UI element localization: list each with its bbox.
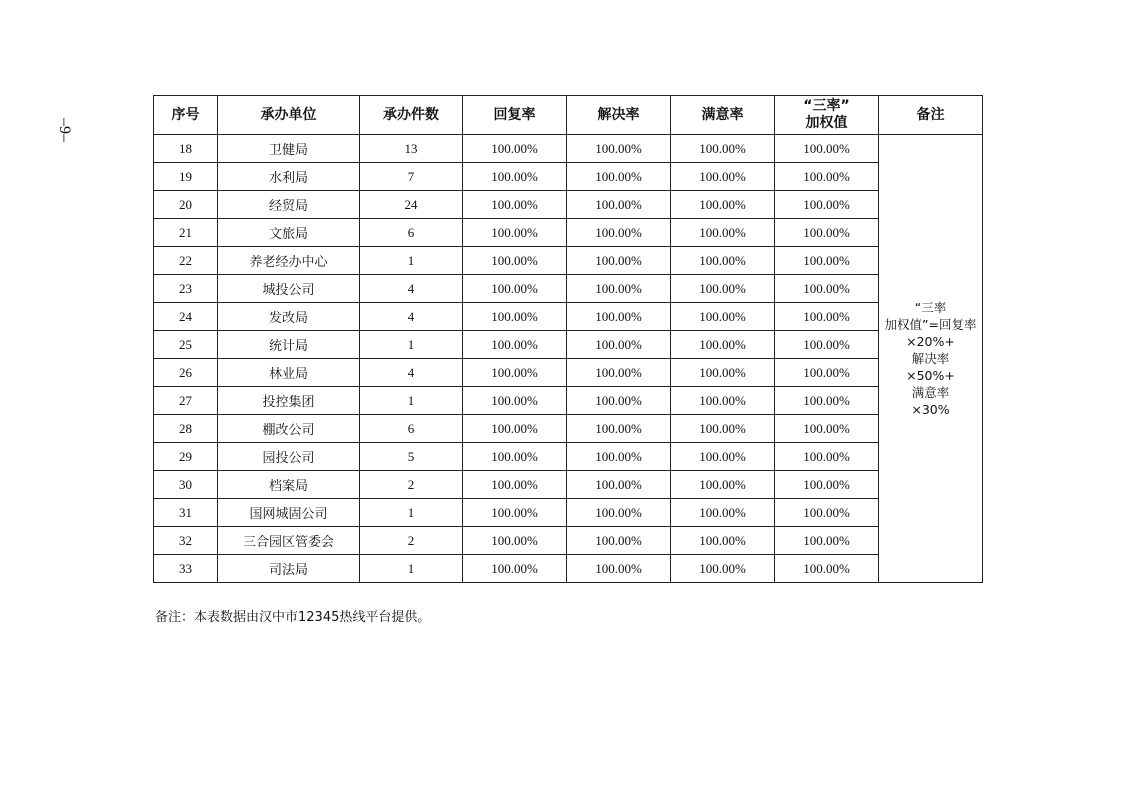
header-weighted-line2: 加权值 [805, 115, 848, 131]
cell-satisfaction-rate: 100.00% [671, 387, 775, 415]
cell-index: 28 [154, 415, 218, 443]
cell-reply-rate: 100.00% [463, 331, 567, 359]
cell-reply-rate: 100.00% [463, 415, 567, 443]
table-row [154, 191, 983, 219]
cell-count: 4 [360, 275, 463, 303]
table-row [154, 359, 983, 387]
cell-weighted-value: 100.00% [775, 527, 879, 555]
cell-reply-rate: 100.00% [463, 499, 567, 527]
cell-weighted-value: 100.00% [775, 415, 879, 443]
cell-resolve-rate: 100.00% [567, 387, 671, 415]
cell-count: 6 [360, 415, 463, 443]
table-row [154, 415, 983, 443]
cell-weighted-value: 100.00% [775, 499, 879, 527]
cell-weighted-value: 100.00% [775, 359, 879, 387]
cell-reply-rate: 100.00% [463, 387, 567, 415]
cell-unit: 经贸局 [218, 191, 360, 219]
cell-resolve-rate: 100.00% [567, 135, 671, 163]
cell-satisfaction-rate: 100.00% [671, 527, 775, 555]
cell-index: 25 [154, 331, 218, 359]
header-weighted-value [775, 96, 879, 135]
cell-index: 31 [154, 499, 218, 527]
table-row [154, 443, 983, 471]
cell-reply-rate: 100.00% [463, 443, 567, 471]
cell-satisfaction-rate: 100.00% [671, 471, 775, 499]
cell-satisfaction-rate: 100.00% [671, 555, 775, 583]
header-weighted-line1: “三率” [803, 98, 850, 114]
cell-count: 5 [360, 443, 463, 471]
cell-reply-rate: 100.00% [463, 163, 567, 191]
cell-count: 2 [360, 471, 463, 499]
cell-count: 2 [360, 527, 463, 555]
cell-satisfaction-rate: 100.00% [671, 331, 775, 359]
cell-weighted-value: 100.00% [775, 443, 879, 471]
cell-index: 24 [154, 303, 218, 331]
cell-weighted-value: 100.00% [775, 555, 879, 583]
header-index: 序号 [154, 96, 218, 135]
cell-index: 32 [154, 527, 218, 555]
table-row [154, 275, 983, 303]
cell-weighted-value: 100.00% [775, 387, 879, 415]
header-remark: 备注 [879, 96, 983, 135]
cell-resolve-rate: 100.00% [567, 275, 671, 303]
cell-unit: 养老经办中心 [218, 247, 360, 275]
cell-count: 24 [360, 191, 463, 219]
header-count: 承办件数 [360, 96, 463, 135]
cell-reply-rate: 100.00% [463, 527, 567, 555]
cell-unit: 水利局 [218, 163, 360, 191]
cell-count: 1 [360, 247, 463, 275]
table-header-row [154, 96, 983, 135]
header-resolve-rate: 解决率 [567, 96, 671, 135]
cell-satisfaction-rate: 100.00% [671, 499, 775, 527]
cell-reply-rate: 100.00% [463, 135, 567, 163]
statistics-table [153, 95, 983, 583]
table-row [154, 247, 983, 275]
cell-reply-rate: 100.00% [463, 247, 567, 275]
cell-resolve-rate: 100.00% [567, 471, 671, 499]
cell-weighted-value: 100.00% [775, 191, 879, 219]
table-row [154, 527, 983, 555]
cell-resolve-rate: 100.00% [567, 359, 671, 387]
cell-resolve-rate: 100.00% [567, 331, 671, 359]
remark-cell [879, 135, 983, 583]
cell-satisfaction-rate: 100.00% [671, 219, 775, 247]
cell-weighted-value: 100.00% [775, 163, 879, 191]
cell-resolve-rate: 100.00% [567, 443, 671, 471]
cell-count: 1 [360, 387, 463, 415]
cell-index: 18 [154, 135, 218, 163]
remark-line: “三率 [914, 300, 947, 315]
cell-index: 26 [154, 359, 218, 387]
cell-count: 1 [360, 499, 463, 527]
remark-line: 满意率 [911, 385, 950, 400]
table-row [154, 555, 983, 583]
cell-reply-rate: 100.00% [463, 555, 567, 583]
cell-count: 1 [360, 555, 463, 583]
cell-weighted-value: 100.00% [775, 247, 879, 275]
cell-reply-rate: 100.00% [463, 219, 567, 247]
cell-unit: 国网城固公司 [218, 499, 360, 527]
cell-satisfaction-rate: 100.00% [671, 275, 775, 303]
cell-reply-rate: 100.00% [463, 191, 567, 219]
cell-reply-rate: 100.00% [463, 471, 567, 499]
cell-unit: 统计局 [218, 331, 360, 359]
cell-unit: 棚改公司 [218, 415, 360, 443]
cell-resolve-rate: 100.00% [567, 415, 671, 443]
cell-count: 4 [360, 359, 463, 387]
cell-resolve-rate: 100.00% [567, 499, 671, 527]
cell-unit: 司法局 [218, 555, 360, 583]
cell-index: 23 [154, 275, 218, 303]
cell-index: 19 [154, 163, 218, 191]
cell-weighted-value: 100.00% [775, 471, 879, 499]
table-row [154, 135, 983, 163]
remark-line: ×20%+ [906, 334, 955, 349]
cell-unit: 档案局 [218, 471, 360, 499]
cell-reply-rate: 100.00% [463, 359, 567, 387]
cell-weighted-value: 100.00% [775, 275, 879, 303]
cell-count: 6 [360, 219, 463, 247]
cell-satisfaction-rate: 100.00% [671, 191, 775, 219]
table-row [154, 163, 983, 191]
cell-resolve-rate: 100.00% [567, 191, 671, 219]
cell-unit: 城投公司 [218, 275, 360, 303]
cell-resolve-rate: 100.00% [567, 303, 671, 331]
cell-index: 29 [154, 443, 218, 471]
remark-line: 加权值”=回复率 [884, 317, 977, 332]
header-unit: 承办单位 [218, 96, 360, 135]
table-row [154, 219, 983, 247]
remark-line: ×30% [911, 402, 950, 417]
footnote: 备注：本表数据由汉中市12345热线平台提供。 [155, 610, 431, 625]
cell-index: 20 [154, 191, 218, 219]
cell-index: 21 [154, 219, 218, 247]
cell-satisfaction-rate: 100.00% [671, 163, 775, 191]
table-row [154, 331, 983, 359]
cell-resolve-rate: 100.00% [567, 555, 671, 583]
cell-satisfaction-rate: 100.00% [671, 303, 775, 331]
cell-satisfaction-rate: 100.00% [671, 359, 775, 387]
cell-unit: 卫健局 [218, 135, 360, 163]
cell-count: 4 [360, 303, 463, 331]
cell-satisfaction-rate: 100.00% [671, 135, 775, 163]
cell-reply-rate: 100.00% [463, 303, 567, 331]
cell-unit: 林业局 [218, 359, 360, 387]
table-row [154, 499, 983, 527]
cell-resolve-rate: 100.00% [567, 247, 671, 275]
cell-weighted-value: 100.00% [775, 219, 879, 247]
cell-count: 7 [360, 163, 463, 191]
cell-satisfaction-rate: 100.00% [671, 415, 775, 443]
table-row [154, 471, 983, 499]
cell-unit: 投控集团 [218, 387, 360, 415]
cell-index: 22 [154, 247, 218, 275]
cell-weighted-value: 100.00% [775, 331, 879, 359]
table-body [154, 135, 983, 583]
cell-unit: 园投公司 [218, 443, 360, 471]
cell-weighted-value: 100.00% [775, 303, 879, 331]
cell-unit: 三合园区管委会 [218, 527, 360, 555]
remark-line: ×50%+ [906, 368, 955, 383]
cell-satisfaction-rate: 100.00% [671, 247, 775, 275]
cell-index: 33 [154, 555, 218, 583]
cell-index: 30 [154, 471, 218, 499]
cell-unit: 文旅局 [218, 219, 360, 247]
cell-resolve-rate: 100.00% [567, 219, 671, 247]
cell-count: 13 [360, 135, 463, 163]
cell-count: 1 [360, 331, 463, 359]
header-reply-rate: 回复率 [463, 96, 567, 135]
cell-resolve-rate: 100.00% [567, 527, 671, 555]
cell-resolve-rate: 100.00% [567, 163, 671, 191]
header-satisfaction-rate: 满意率 [671, 96, 775, 135]
cell-reply-rate: 100.00% [463, 275, 567, 303]
page-number: –9– [56, 118, 73, 142]
table-row [154, 387, 983, 415]
table-row [154, 303, 983, 331]
cell-satisfaction-rate: 100.00% [671, 443, 775, 471]
cell-unit: 发改局 [218, 303, 360, 331]
remark-line: 解决率 [911, 351, 950, 366]
cell-index: 27 [154, 387, 218, 415]
cell-weighted-value: 100.00% [775, 135, 879, 163]
